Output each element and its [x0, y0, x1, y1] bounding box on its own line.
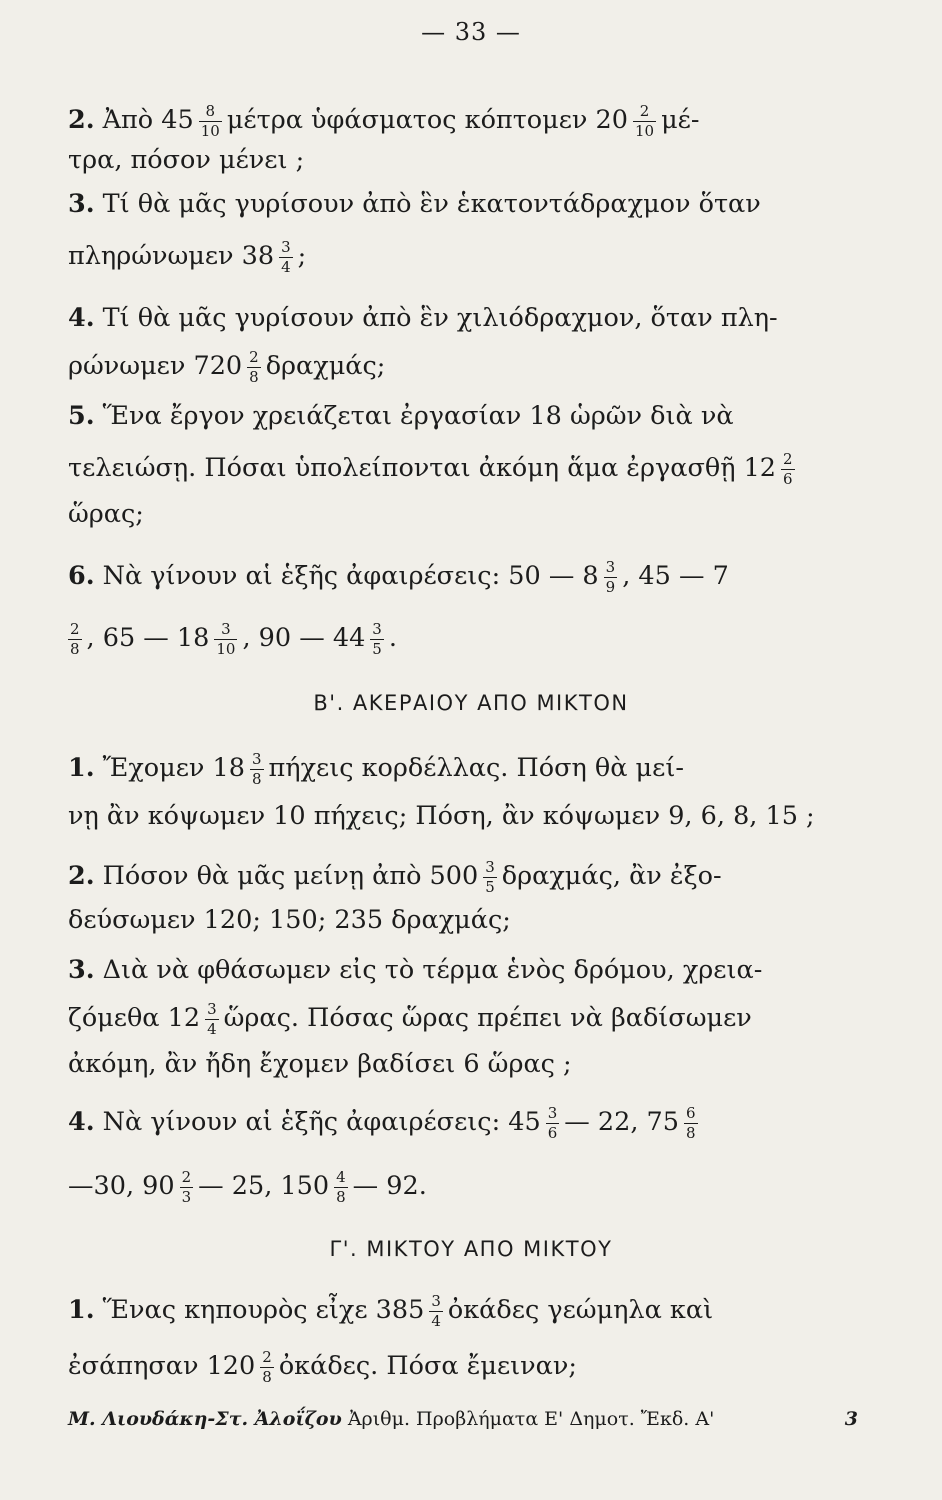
numerator: 3 — [281, 237, 291, 256]
problem-number: 2. — [68, 105, 95, 135]
problem-text: Τί θὰ μᾶς γυρίσουν ἀπὸ ἓν ἑκατοντάδραχμον ὅταν — [102, 189, 761, 219]
fraction — [247, 349, 261, 386]
problem-text: . — [388, 623, 397, 653]
problem-text: Πόσον θὰ μᾶς μείνῃ ἀπὸ 500 — [102, 861, 479, 891]
numerator: 3 — [221, 619, 231, 638]
problem-text: δραχμάς; — [265, 351, 386, 381]
numerator: 2 — [181, 1167, 192, 1186]
problem-b2-line-1 — [68, 856, 858, 896]
problem-b4-line-2 — [68, 1166, 858, 1206]
numerator: 4 — [336, 1167, 346, 1186]
page-number: — 33 — — [421, 18, 521, 46]
denominator: 10 — [200, 121, 220, 140]
problem-b1-line-2: νῃ ἂν κόψωμεν 10 πήχεις; Πόση, ἂν κόψωμεν 9, 6, 8, 15 ; — [68, 801, 815, 831]
problem-b3-line-2 — [68, 998, 858, 1038]
problem-number: 2. — [68, 861, 95, 891]
problem-5-line-3: ὥρας; — [68, 499, 144, 529]
numerator: 8 — [205, 101, 216, 120]
problem-text: Ἀπὸ 45 — [102, 105, 194, 135]
problem-text: ἐσάπησαν 120 — [68, 1351, 256, 1381]
problem-b4-line-1 — [68, 1102, 858, 1142]
denominator: 8 — [686, 1123, 696, 1142]
denominator: 6 — [547, 1123, 558, 1142]
problem-text: , 90 — 44 — [242, 623, 366, 653]
problem-text: Νὰ γίνουν αἱ ἑξῆς ἀφαιρέσεις: 45 — [102, 1107, 541, 1137]
numerator: 3 — [547, 1103, 558, 1122]
fraction — [205, 1001, 219, 1038]
denominator: 8 — [262, 1367, 272, 1386]
fraction — [370, 621, 384, 658]
problem-6-line-2 — [68, 618, 858, 658]
page-footer — [68, 1404, 858, 1434]
denominator: 8 — [70, 639, 80, 658]
problem-text: , 65 — 18 — [86, 623, 210, 653]
fraction — [604, 559, 618, 596]
problem-4-line-1 — [68, 298, 858, 338]
denominator: 4 — [281, 257, 291, 276]
problem-text: ρώνωμεν 720 — [68, 351, 243, 381]
fraction — [429, 1293, 443, 1330]
problem-text: πήχεις κορδέλλας. Πόση θὰ μεί- — [268, 753, 684, 783]
footer-sheet-number: 3 — [844, 1408, 858, 1430]
fraction — [214, 621, 237, 658]
problem-6-line-1 — [68, 556, 858, 596]
denominator: 3 — [181, 1187, 192, 1206]
problem-number: 1. — [68, 1295, 95, 1325]
problem-text: — 25, 150 — [198, 1171, 330, 1201]
problem-5-line-2 — [68, 448, 858, 488]
numerator: 2 — [783, 449, 793, 468]
numerator: 6 — [686, 1103, 696, 1122]
numerator: 3 — [485, 857, 495, 876]
problem-text: Τί θὰ μᾶς γυρίσουν ἀπὸ ἓν χιλιόδραχμον, ὅταν πλη- — [102, 303, 778, 333]
fraction — [483, 859, 497, 896]
problem-text: μέτρα ὑφάσματος κόπτομεν 20 — [226, 105, 628, 135]
problem-text: — 22, 75 — [564, 1107, 679, 1137]
fraction — [279, 239, 293, 276]
numerator: 3 — [207, 999, 217, 1018]
numerator: 2 — [70, 619, 80, 638]
problem-text: Ἔχομεν 18 — [102, 753, 245, 783]
problem-text: τελειώσῃ. Πόσαι ὑπολείπονται ἀκόμη ἅμα ἐργασθῇ 12 — [68, 453, 777, 483]
problem-2-line-2: τρα, πόσον μένει ; — [68, 145, 305, 175]
denominator: 4 — [207, 1019, 217, 1038]
denominator: 8 — [249, 367, 259, 386]
problem-number: 3. — [68, 955, 95, 985]
denominator: 9 — [605, 577, 616, 596]
problem-text: ὀκάδες γεώμηλα καὶ — [447, 1295, 714, 1325]
denominator: 6 — [783, 469, 793, 488]
problem-text: ὀκάδες. Πόσα ἔμειναν; — [278, 1351, 577, 1381]
problem-number: 4. — [68, 1107, 95, 1137]
denominator: 10 — [635, 121, 655, 140]
section-heading-c: Γ'. ΜΙΚΤΟΥ ΑΠΟ ΜΙΚΤΟΥ — [329, 1237, 613, 1261]
problem-text: Νὰ γίνουν αἱ ἑξῆς ἀφαιρέσεις: 50 — 8 — [102, 561, 599, 591]
problem-text: Διὰ νὰ φθάσωμεν εἰς τὸ τέρμα ἑνὸς δρόμου, χρεια- — [102, 955, 763, 985]
numerator: 3 — [251, 749, 262, 768]
denominator: 5 — [485, 877, 495, 896]
problem-5-line-1 — [68, 396, 858, 436]
problem-3-line-1 — [68, 184, 858, 224]
problem-text: — 92. — [352, 1171, 427, 1201]
problem-text: , 45 — 7 — [622, 561, 729, 591]
fraction — [250, 751, 264, 788]
numerator: 3 — [372, 619, 382, 638]
numerator: 2 — [262, 1347, 272, 1366]
fraction — [334, 1169, 348, 1206]
problem-text: ; — [297, 241, 307, 271]
fraction — [260, 1349, 274, 1386]
problem-text: Ἕνας κηπουρὸς εἶχε 385 — [102, 1295, 425, 1325]
problem-b2-line-2: δεύσωμεν 120; 150; 235 δραχμάς; — [68, 905, 511, 935]
denominator: 5 — [372, 639, 382, 658]
problem-number: 1. — [68, 753, 95, 783]
problem-number: 5. — [68, 401, 95, 431]
numerator: 2 — [249, 347, 259, 366]
problem-3-line-2 — [68, 236, 858, 276]
problem-number: 4. — [68, 303, 95, 333]
fraction — [546, 1105, 560, 1142]
problem-4-line-2 — [68, 346, 858, 386]
denominator: 4 — [431, 1311, 441, 1330]
fraction — [684, 1105, 698, 1142]
denominator: 8 — [336, 1187, 346, 1206]
fraction — [68, 621, 82, 658]
fraction — [781, 451, 795, 488]
problem-text: μέ- — [661, 105, 700, 135]
section-heading-b: Β'. ΑΚΕΡΑΙΟΥ ΑΠΟ ΜΙΚΤΟΝ — [313, 691, 629, 715]
problem-b3-line-1 — [68, 950, 858, 990]
problem-text: ὥρας. Πόσας ὥρας πρέπει νὰ βαδίσωμεν — [223, 1003, 752, 1033]
denominator: 8 — [251, 769, 262, 788]
problem-c1-line-1 — [68, 1290, 858, 1330]
fraction — [180, 1169, 194, 1206]
fraction — [199, 103, 222, 140]
problem-text: —30, 90 — [68, 1171, 175, 1201]
problem-text: πληρώνωμεν 38 — [68, 241, 275, 271]
footer-title: Ἀριθμ. Προβλήματα Ε' Δημοτ. Ἔκδ. Α' — [347, 1408, 715, 1430]
problem-b1-line-1 — [68, 748, 858, 788]
numerator: 3 — [431, 1291, 441, 1310]
problem-text: Ἕνα ἔργον χρειάζεται ἐργασίαν 18 ὡρῶν διὰ νὰ — [102, 401, 734, 431]
problem-text: δραχμάς, ἂν ἐξο- — [501, 861, 722, 891]
numerator: 2 — [639, 101, 650, 120]
problem-c1-line-2 — [68, 1346, 858, 1386]
problem-number: 6. — [68, 561, 95, 591]
denominator: 10 — [216, 639, 236, 658]
numerator: 3 — [605, 557, 616, 576]
problem-text: ζόμεθα 12 — [68, 1003, 201, 1033]
footer-authors: Μ. Λιουδάκη-Στ. Ἀλοΐζου — [68, 1408, 342, 1430]
fraction — [633, 103, 656, 140]
problem-number: 3. — [68, 189, 95, 219]
problem-2-line-1 — [68, 100, 858, 140]
problem-b3-line-3: ἀκόμη, ἂν ἤδη ἔχομεν βαδίσει 6 ὥρας ; — [68, 1049, 572, 1079]
